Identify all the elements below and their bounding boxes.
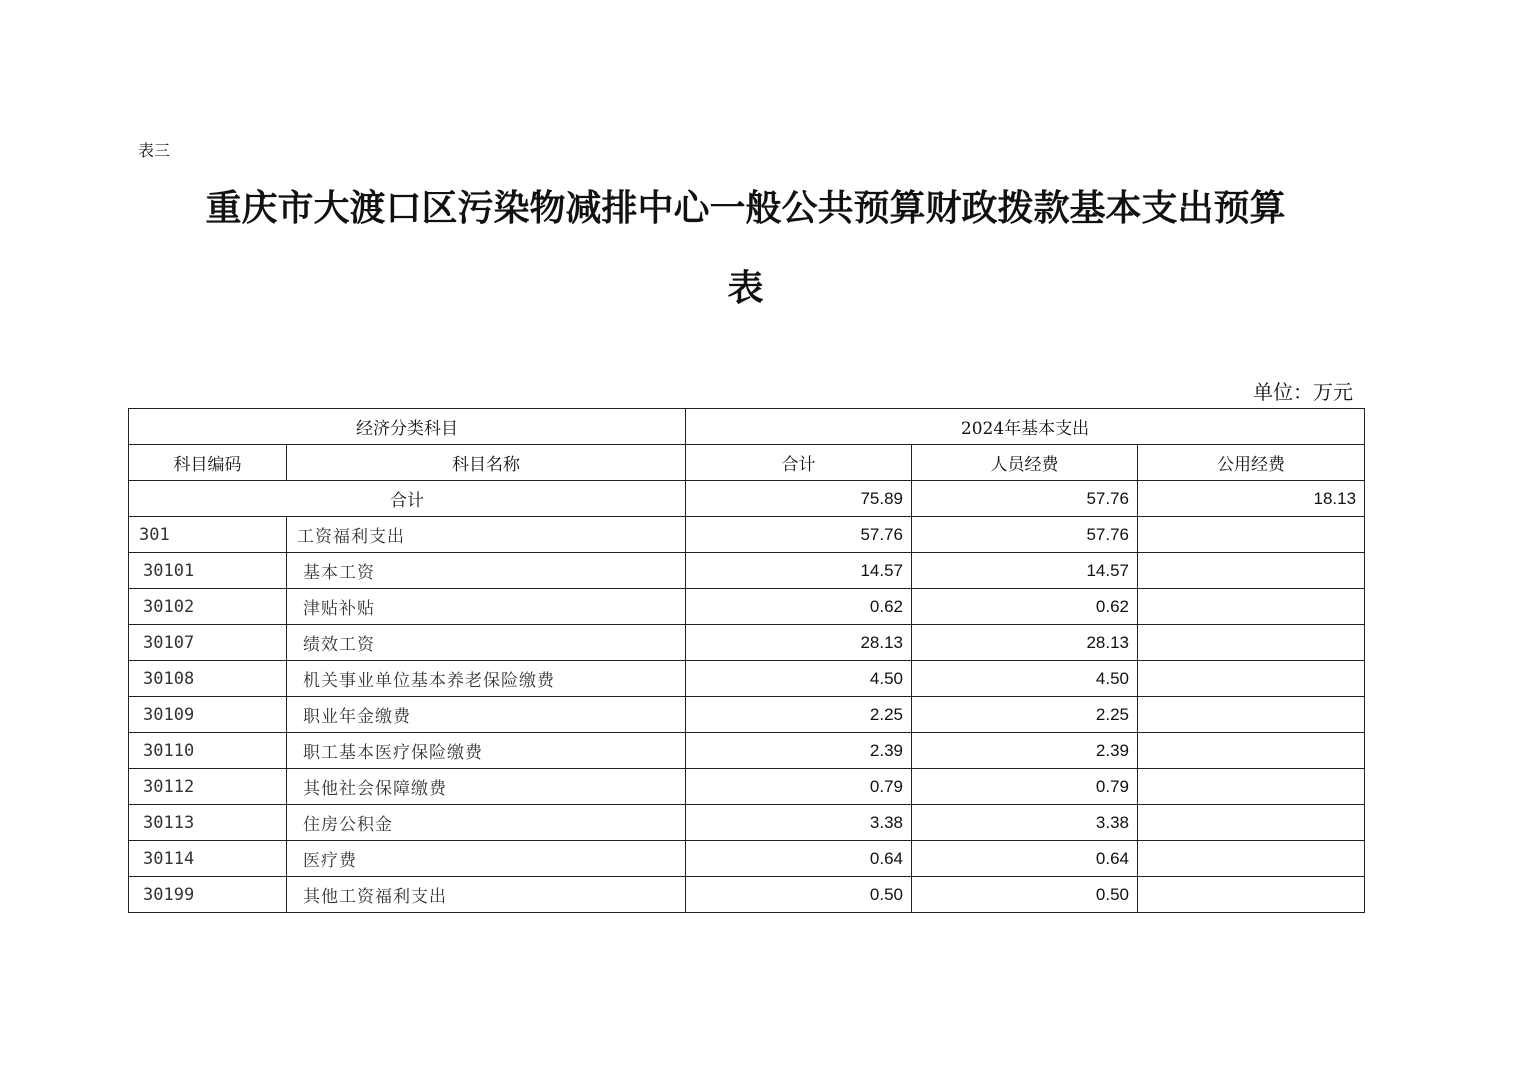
total-public: 18.13 xyxy=(1138,481,1365,517)
document-label: 表三 xyxy=(138,141,171,160)
unit-label: 单位：万元 xyxy=(1253,380,1353,404)
header-group-row xyxy=(129,409,1365,445)
row-code: 30112 xyxy=(129,769,287,805)
row-total: 0.50 xyxy=(686,877,912,913)
row-public xyxy=(1138,733,1365,769)
header-name: 科目名称 xyxy=(287,445,686,481)
title-line-1: 重庆市大渡口区污染物减排中心一般公共预算财政拨款基本支出预算 xyxy=(205,187,1286,229)
row-total: 4.50 xyxy=(686,661,912,697)
row-code: 30107 xyxy=(129,625,287,661)
row-public xyxy=(1138,805,1365,841)
row-total: 0.64 xyxy=(686,841,912,877)
budget-table xyxy=(128,408,1365,913)
row-name: 机关事业单位基本养老保险缴费 xyxy=(287,661,686,697)
row-personnel: 57.76 xyxy=(912,517,1138,553)
row-total: 28.13 xyxy=(686,625,912,661)
row-personnel: 2.25 xyxy=(912,697,1138,733)
table-row xyxy=(129,625,1365,661)
row-personnel: 2.39 xyxy=(912,733,1138,769)
row-code: 30110 xyxy=(129,733,287,769)
row-name: 其他工资福利支出 xyxy=(287,877,686,913)
row-public xyxy=(1138,661,1365,697)
row-code: 30199 xyxy=(129,877,287,913)
row-code: 30102 xyxy=(129,589,287,625)
row-public xyxy=(1138,697,1365,733)
row-public xyxy=(1138,553,1365,589)
header-basic-expenditure: 2024年基本支出 xyxy=(686,409,1365,445)
row-personnel: 3.38 xyxy=(912,805,1138,841)
row-code: 30108 xyxy=(129,661,287,697)
row-personnel: 0.64 xyxy=(912,841,1138,877)
table-row xyxy=(129,589,1365,625)
row-public xyxy=(1138,625,1365,661)
row-public xyxy=(1138,841,1365,877)
row-name: 绩效工资 xyxy=(287,625,686,661)
row-name: 基本工资 xyxy=(287,553,686,589)
table-row xyxy=(129,661,1365,697)
header-column-row xyxy=(129,445,1365,481)
row-code: 30101 xyxy=(129,553,287,589)
row-total: 0.79 xyxy=(686,769,912,805)
row-total: 2.25 xyxy=(686,697,912,733)
row-total: 0.62 xyxy=(686,589,912,625)
table-row xyxy=(129,697,1365,733)
header-code: 科目编码 xyxy=(129,445,287,481)
row-personnel: 0.50 xyxy=(912,877,1138,913)
row-personnel: 0.62 xyxy=(912,589,1138,625)
row-public xyxy=(1138,769,1365,805)
header-personnel: 人员经费 xyxy=(912,445,1138,481)
row-total: 14.57 xyxy=(686,553,912,589)
total-personnel: 57.76 xyxy=(912,481,1138,517)
table-row xyxy=(129,733,1365,769)
row-name: 津贴补贴 xyxy=(287,589,686,625)
row-total: 3.38 xyxy=(686,805,912,841)
row-name: 住房公积金 xyxy=(287,805,686,841)
total-total: 75.89 xyxy=(686,481,912,517)
table-row xyxy=(129,769,1365,805)
table-row xyxy=(129,841,1365,877)
row-personnel: 28.13 xyxy=(912,625,1138,661)
table-row xyxy=(129,553,1365,589)
row-personnel: 0.79 xyxy=(912,769,1138,805)
row-total: 57.76 xyxy=(686,517,912,553)
row-public xyxy=(1138,589,1365,625)
row-personnel: 14.57 xyxy=(912,553,1138,589)
table-row xyxy=(129,877,1365,913)
header-economic-category: 经济分类科目 xyxy=(129,409,686,445)
row-personnel: 4.50 xyxy=(912,661,1138,697)
row-name: 职业年金缴费 xyxy=(287,697,686,733)
header-total: 合计 xyxy=(686,445,912,481)
row-code: 30114 xyxy=(129,841,287,877)
row-code: 301 xyxy=(129,517,287,553)
table-row xyxy=(129,805,1365,841)
row-public xyxy=(1138,517,1365,553)
row-name: 其他社会保障缴费 xyxy=(287,769,686,805)
row-code: 30109 xyxy=(129,697,287,733)
row-total: 2.39 xyxy=(686,733,912,769)
table-row xyxy=(129,517,1365,553)
row-name: 工资福利支出 xyxy=(287,517,686,553)
row-name: 职工基本医疗保险缴费 xyxy=(287,733,686,769)
total-row xyxy=(129,481,1365,517)
header-public: 公用经费 xyxy=(1138,445,1365,481)
row-name: 医疗费 xyxy=(287,841,686,877)
row-public xyxy=(1138,877,1365,913)
row-code: 30113 xyxy=(129,805,287,841)
title-line-2: 表 xyxy=(727,267,764,309)
page-title xyxy=(128,168,1363,328)
total-label: 合计 xyxy=(129,481,686,517)
